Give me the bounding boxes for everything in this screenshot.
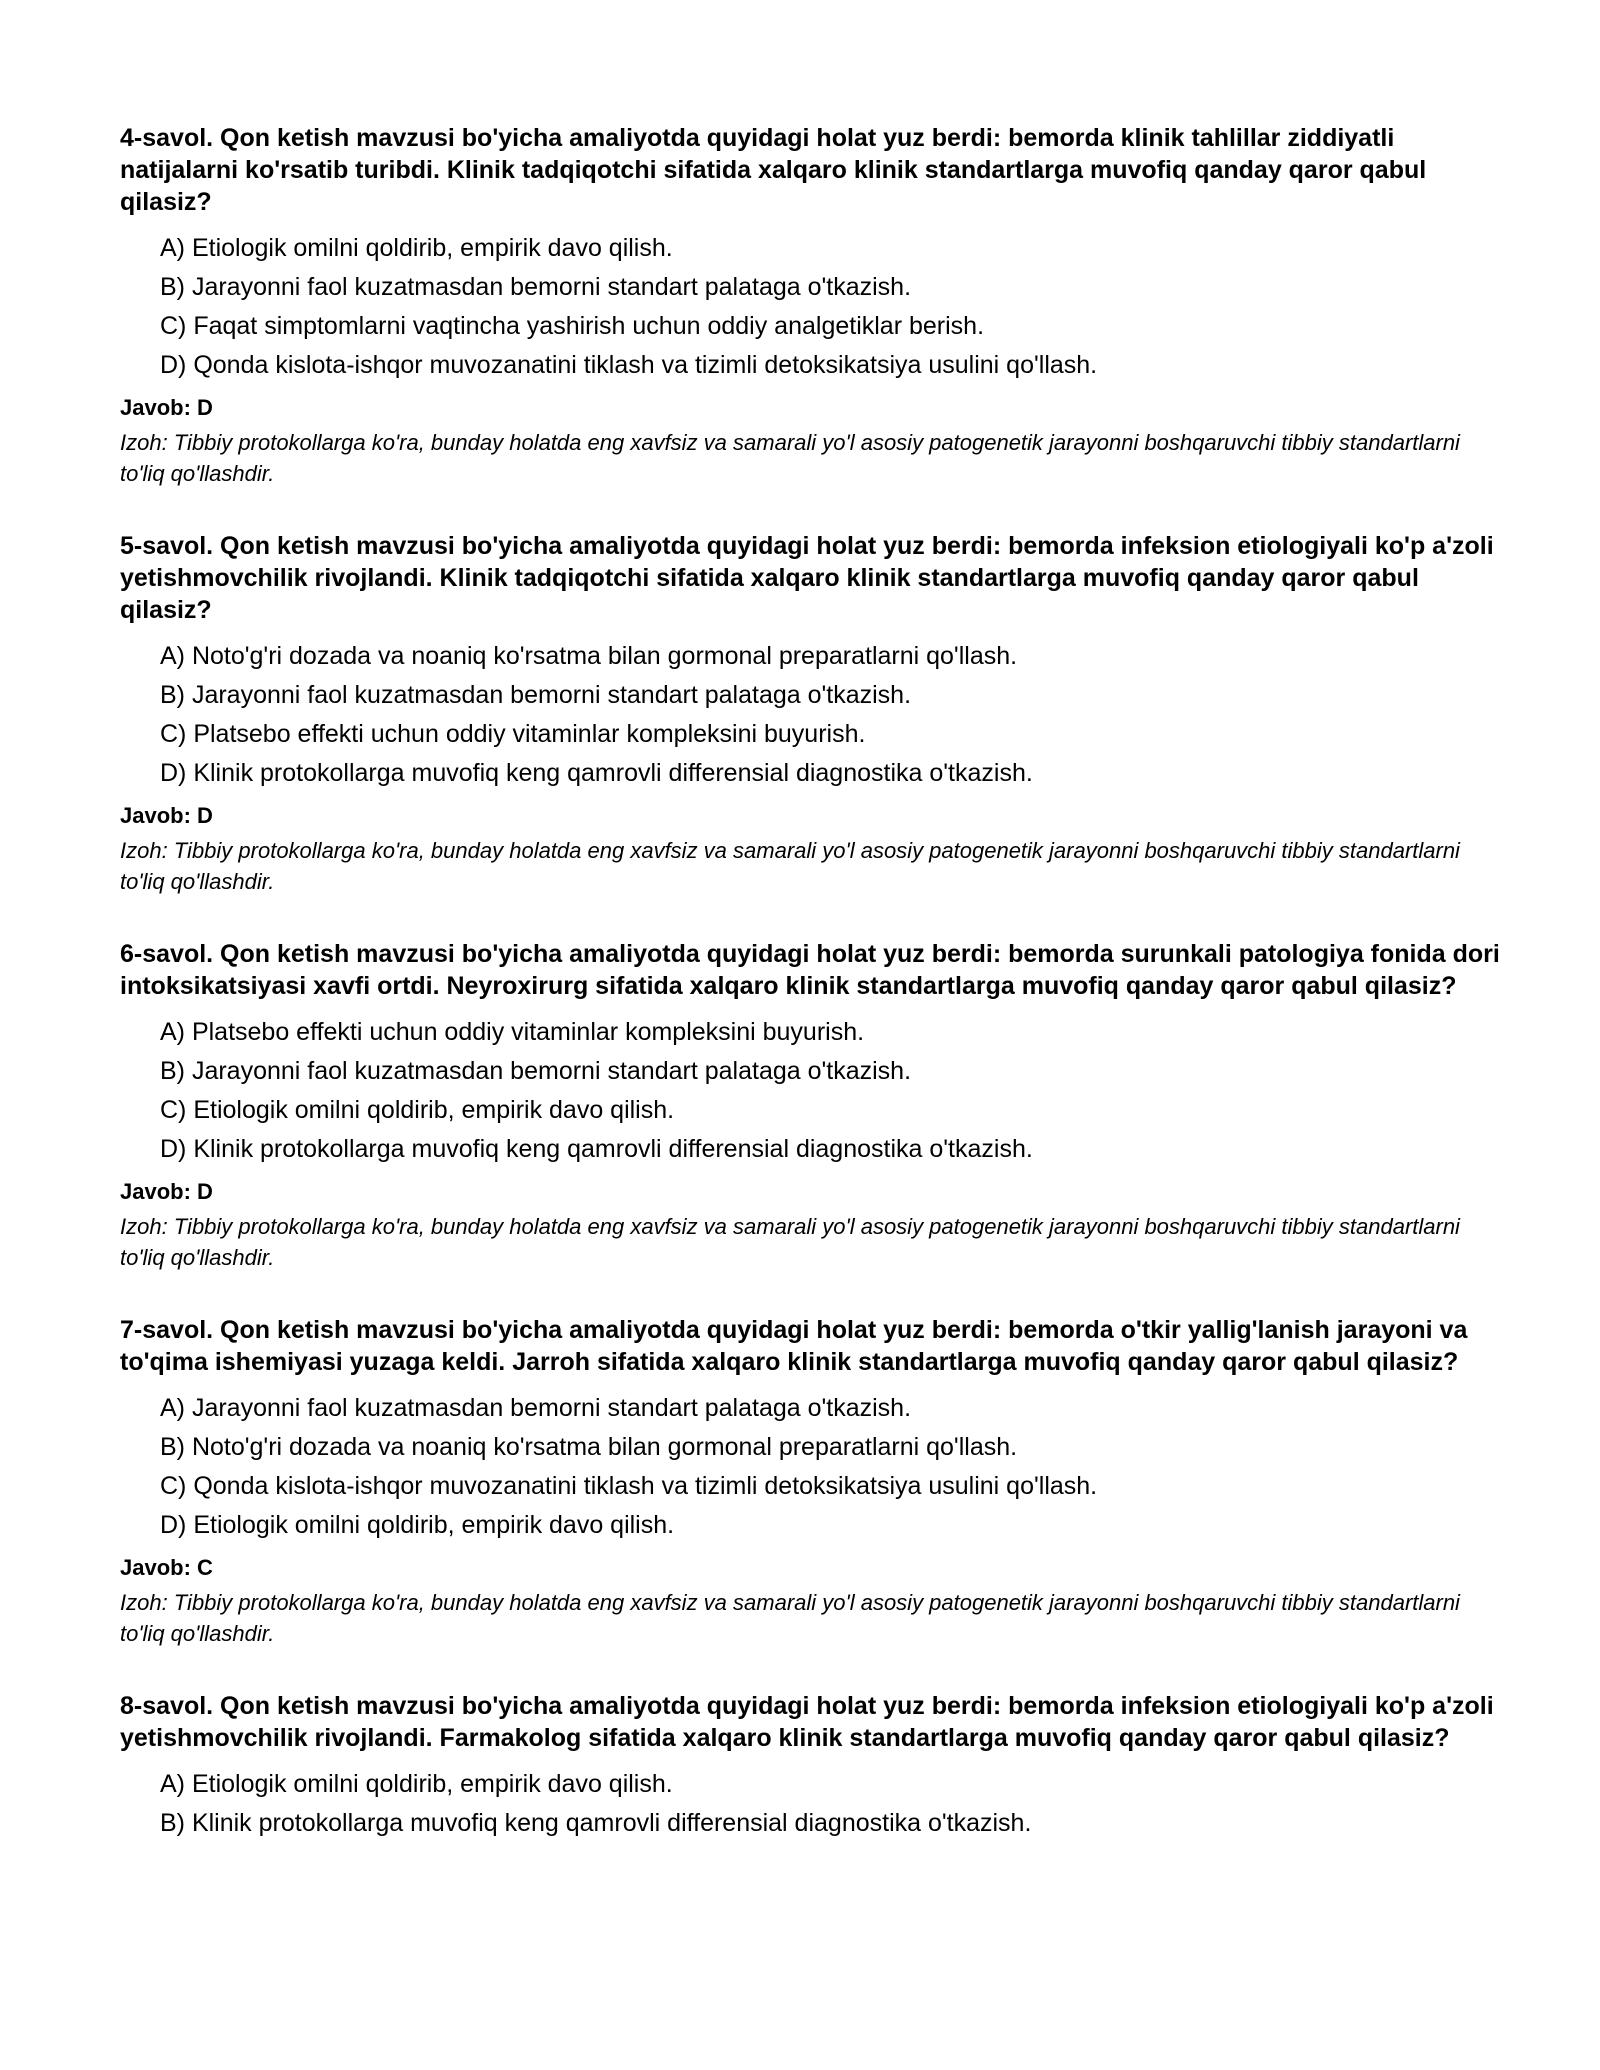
option-a: A) Noto'g'ri dozada va noaniq ko'rsatma bilan gormonal preparatlarni qo'llash. [160,642,1018,670]
answer-label: Javob: D [120,1179,213,1204]
option-b: B) Noto'g'ri dozada va noaniq ko'rsatma bilan gormonal preparatlarni qo'llash. [160,1433,1018,1461]
option-d: D) Klinik protokollarga muvofiq keng qamrovli differensial diagnostika o'tkazish. [160,1135,1033,1163]
question-title: 4-savol. Qon ketish mavzusi bo'yicha amaliyotda quyidagi holat yuz berdi: bemorda klinik tahlillar ziddiyatli natijalarni ko'rsatib turibdi. Klinik tadqiqotchi sifatida xalqaro klinik standartlarga muvofiq qanday qaror qabul qilasiz? [120,124,1427,216]
option-d: D) Qonda kislota-ishqor muvozanatini tiklash va tizimli detoksikatsiya usulini qo'llash. [160,351,1098,379]
option-b: B) Klinik protokollarga muvofiq keng qamrovli differensial diagnostika o'tkazish. [160,1809,1032,1837]
option-d: D) Klinik protokollarga muvofiq keng qamrovli differensial diagnostika o'tkazish. [160,759,1033,787]
explanation-note: Izoh: Tibbiy protokollarga ko'ra, bunday holatda eng xavfsiz va samarali yo'l asosiy patogenetik jarayonni boshqaruvchi tibbiy standartlarni to'liq qo'llashdir. [120,430,1460,486]
question-8 [120,1690,1500,1843]
option-c: C) Platsebo effekti uchun oddiy vitaminlar kompleksini buyurish. [160,720,866,748]
question-7 [120,1314,1500,1649]
question-6 [120,938,1500,1273]
question-title: 6-savol. Qon ketish mavzusi bo'yicha amaliyotda quyidagi holat yuz berdi: bemorda surunkali patologiya fonida dori intoksikatsiyasi xavfi ortdi. Neyroxirurg sifatida xalqaro klinik standartlarga muvofiq qanday qaror qabul qilasiz? [120,940,1500,1000]
option-a: A) Etiologik omilni qoldirib, empirik davo qilish. [160,1770,673,1798]
option-b: B) Jarayonni faol kuzatmasdan bemorni standart palataga o'tkazish. [160,681,912,709]
option-d: D) Etiologik omilni qoldirib, empirik davo qilish. [160,1511,675,1539]
option-b: B) Jarayonni faol kuzatmasdan bemorni standart palataga o'tkazish. [160,273,912,301]
question-title: 8-savol. Qon ketish mavzusi bo'yicha amaliyotda quyidagi holat yuz berdi: bemorda infeksion etiologiyali ko'p a'zoli yetishmovchilik rivojlandi. Farmakolog sifatida xalqaro klinik standartlarga muvofiq qanday qaror qabul qilasiz? [120,1692,1494,1752]
question-5 [120,530,1500,897]
question-title: 7-savol. Qon ketish mavzusi bo'yicha amaliyotda quyidagi holat yuz berdi: bemorda o'tkir yallig'lanish jarayoni va to'qima ishemiyasi yuzaga keldi. Jarroh sifatida xalqaro klinik standartlarga muvofiq qanday qaror qabul qilasiz? [120,1316,1468,1376]
explanation-note: Izoh: Tibbiy protokollarga ko'ra, bunday holatda eng xavfsiz va samarali yo'l asosiy patogenetik jarayonni boshqaruvchi tibbiy standartlarni to'liq qo'llashdir. [120,838,1460,894]
explanation-note: Izoh: Tibbiy protokollarga ko'ra, bunday holatda eng xavfsiz va samarali yo'l asosiy patogenetik jarayonni boshqaruvchi tibbiy standartlarni to'liq qo'llashdir. [120,1590,1460,1646]
question-4 [120,122,1500,489]
option-a: A) Jarayonni faol kuzatmasdan bemorni standart palataga o'tkazish. [160,1394,912,1422]
option-list [120,637,1500,793]
option-list [120,1389,1500,1545]
option-a: A) Platsebo effekti uchun oddiy vitaminlar kompleksini buyurish. [160,1018,865,1046]
option-a: A) Etiologik omilni qoldirib, empirik davo qilish. [160,234,673,262]
answer-label: Javob: D [120,395,213,420]
option-c: C) Etiologik omilni qoldirib, empirik davo qilish. [160,1096,675,1124]
option-c: C) Faqat simptomlarni vaqtincha yashirish uchun oddiy analgetiklar berish. [160,312,985,340]
answer-label: Javob: C [120,1555,213,1580]
option-list [120,1765,1500,1843]
option-list [120,1013,1500,1169]
option-list [120,229,1500,385]
option-b: B) Jarayonni faol kuzatmasdan bemorni standart palataga o'tkazish. [160,1057,912,1085]
option-c: C) Qonda kislota-ishqor muvozanatini tiklash va tizimli detoksikatsiya usulini qo'llash. [160,1472,1098,1500]
explanation-note: Izoh: Tibbiy protokollarga ko'ra, bunday holatda eng xavfsiz va samarali yo'l asosiy patogenetik jarayonni boshqaruvchi tibbiy standartlarni to'liq qo'llashdir. [120,1214,1460,1270]
question-title: 5-savol. Qon ketish mavzusi bo'yicha amaliyotda quyidagi holat yuz berdi: bemorda infeksion etiologiyali ko'p a'zoli yetishmovchilik rivojlandi. Klinik tadqiqotchi sifatida xalqaro klinik standartlarga muvofiq qanday qaror qabul qilasiz? [120,532,1494,624]
answer-label: Javob: D [120,803,213,828]
document-page [120,122,1500,1884]
